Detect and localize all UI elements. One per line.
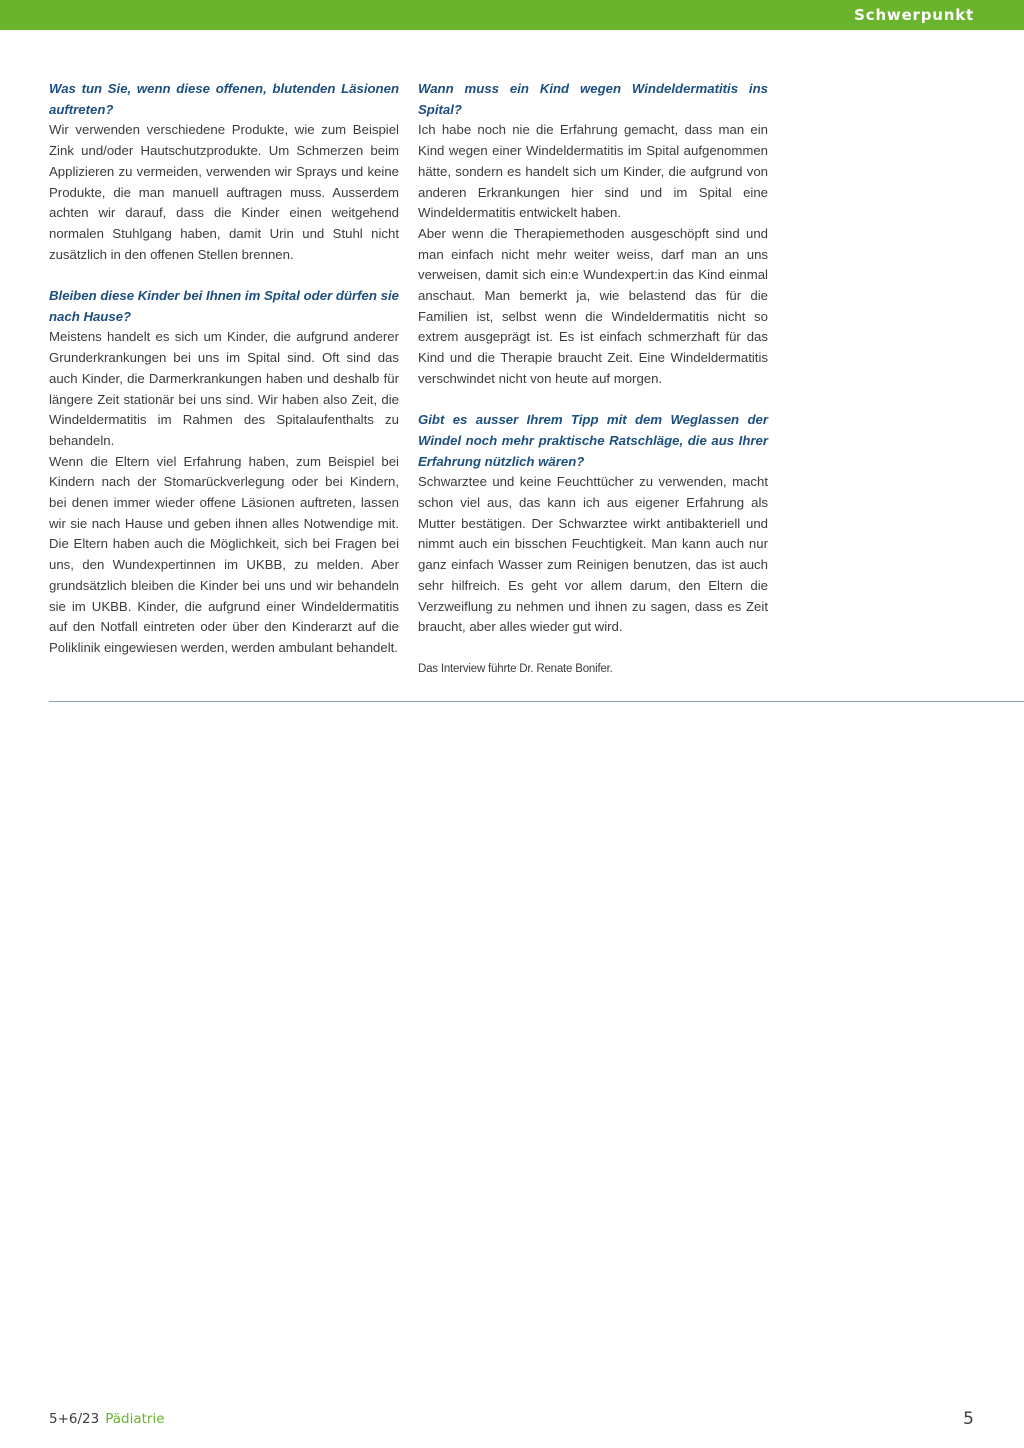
header-bar <box>0 0 1024 30</box>
paragraph-gap <box>49 265 399 286</box>
section-label: Schwerpunkt <box>854 6 974 24</box>
issue-number: 5+6/23 <box>49 1411 100 1427</box>
answer-4: Schwarztee und keine Feuchttücher zu verwenden, macht schon viel aus, das kann ich aus eigener Erfahrung als Mutter bestätigen. Der Schwarztee wirkt antibakteriell und nimmt auch ein bisschen Feuchtigkeit. Man kann auch nur ganz einfach Wasser zum Reinigen benutzen, das ist auch sehr hilfreich. Es geht vor allem darum, den Eltern die Verzweiflung zu nehmen und ihnen zu sagen, dass es Zeit braucht, aber alles wieder gut wird. <box>418 474 768 635</box>
answer-2b: Wenn die Eltern viel Erfahrung haben, zum Beispiel bei Kindern nach der Stomarückverlegung oder bei Kindern, bei denen immer wieder offene Läsionen auftreten, lassen wir sie nach Hause und geben ihnen alles Notwendige mit. Die Eltern haben auch die Möglichkeit, sich bei Fragen bei uns, den Wundexpertinnen im UKBB, zu melden. Aber grundsätzlich bleiben die Kinder bei uns und wir behandeln sie im UKBB. Kinder, die aufgrund einer Windeldermatitis auf den Notfall eintreten oder über den Kinderarzt auf die Poliklinik eingewiesen werden, werden ambulant behandelt. <box>49 453 399 655</box>
section-divider <box>49 701 1024 702</box>
footer-issue <box>49 1411 165 1427</box>
question-2: Bleiben diese Kinder bei Ihnen im Spital oder dürfen sie nach Hause? <box>49 288 399 324</box>
page-number: 5 <box>963 1409 974 1429</box>
interview-credit: Das Interview führte Dr. Renate Bonifer. <box>418 662 613 675</box>
answer-2a: Meistens handelt es sich um Kinder, die aufgrund anderer Grunderkrankungen bei uns im Spital sind. Oft sind das auch Kinder, die Darmerkrankungen haben und deshalb für längere Zeit stationär bei uns sind. Wir haben also Zeit, die Windeldermatitis im Rahmen des Spitalaufenthalts zu behandeln. <box>49 329 399 448</box>
question-4: Gibt es ausser Ihrem Tipp mit dem Weglassen der Windel noch mehr praktische Ratschläge, die aus Ihrer Erfahrung nützlich wären? <box>418 412 768 469</box>
answer-3b: Aber wenn die Therapiemethoden ausgeschöpft sind und man einfach nicht mehr weiter weiss, darf man an uns verweisen, damit sich ein:e Wundexpert:in das Kind einmal anschaut. Man bemerkt ja, wie belastend das für die Familien ist, selbst wenn die Windeldermatitis nicht so extrem ausgeprägt ist. Es ist einfach schmerzhaft für das Kind und die Therapie braucht Zeit. Eine Windeldermatitis verschwindet nicht von heute auf morgen. <box>418 225 768 386</box>
question-3: Wann muss ein Kind wegen Windeldermatitis ins Spital? <box>418 81 768 117</box>
question-1: Was tun Sie, wenn diese offenen, blutenden Läsionen auftreten? <box>49 81 399 117</box>
answer-1: Wir verwenden verschiedene Produkte, wie zum Beispiel Zink und/oder Hautschutzprodukte. Um Schmerzen beim Applizieren zu vermeiden, verwenden wir Sprays und keine Produkte, die man manuell auftragen muss. Ausserdem achten wir darauf, dass die Kinder einen weitgehend normalen Stuhlgang haben, damit Urin und Stuhl nicht zusätzlich in den offenen Stellen brennen. <box>49 122 399 262</box>
answer-3a: Ich habe noch nie die Erfahrung gemacht, dass man ein Kind wegen einer Windeldermatitis im Spital aufgenommen hätte, sondern es handelt sich um Kinder, die aufgrund von anderen Erkrankungen hier sind und im Spital eine Windeldermatitis entwickelt haben. <box>418 122 768 221</box>
paragraph-gap <box>418 638 768 659</box>
right-column <box>418 79 768 679</box>
left-column <box>49 79 399 659</box>
magazine-name: Pädiatrie <box>105 1411 165 1427</box>
paragraph-gap <box>418 390 768 411</box>
